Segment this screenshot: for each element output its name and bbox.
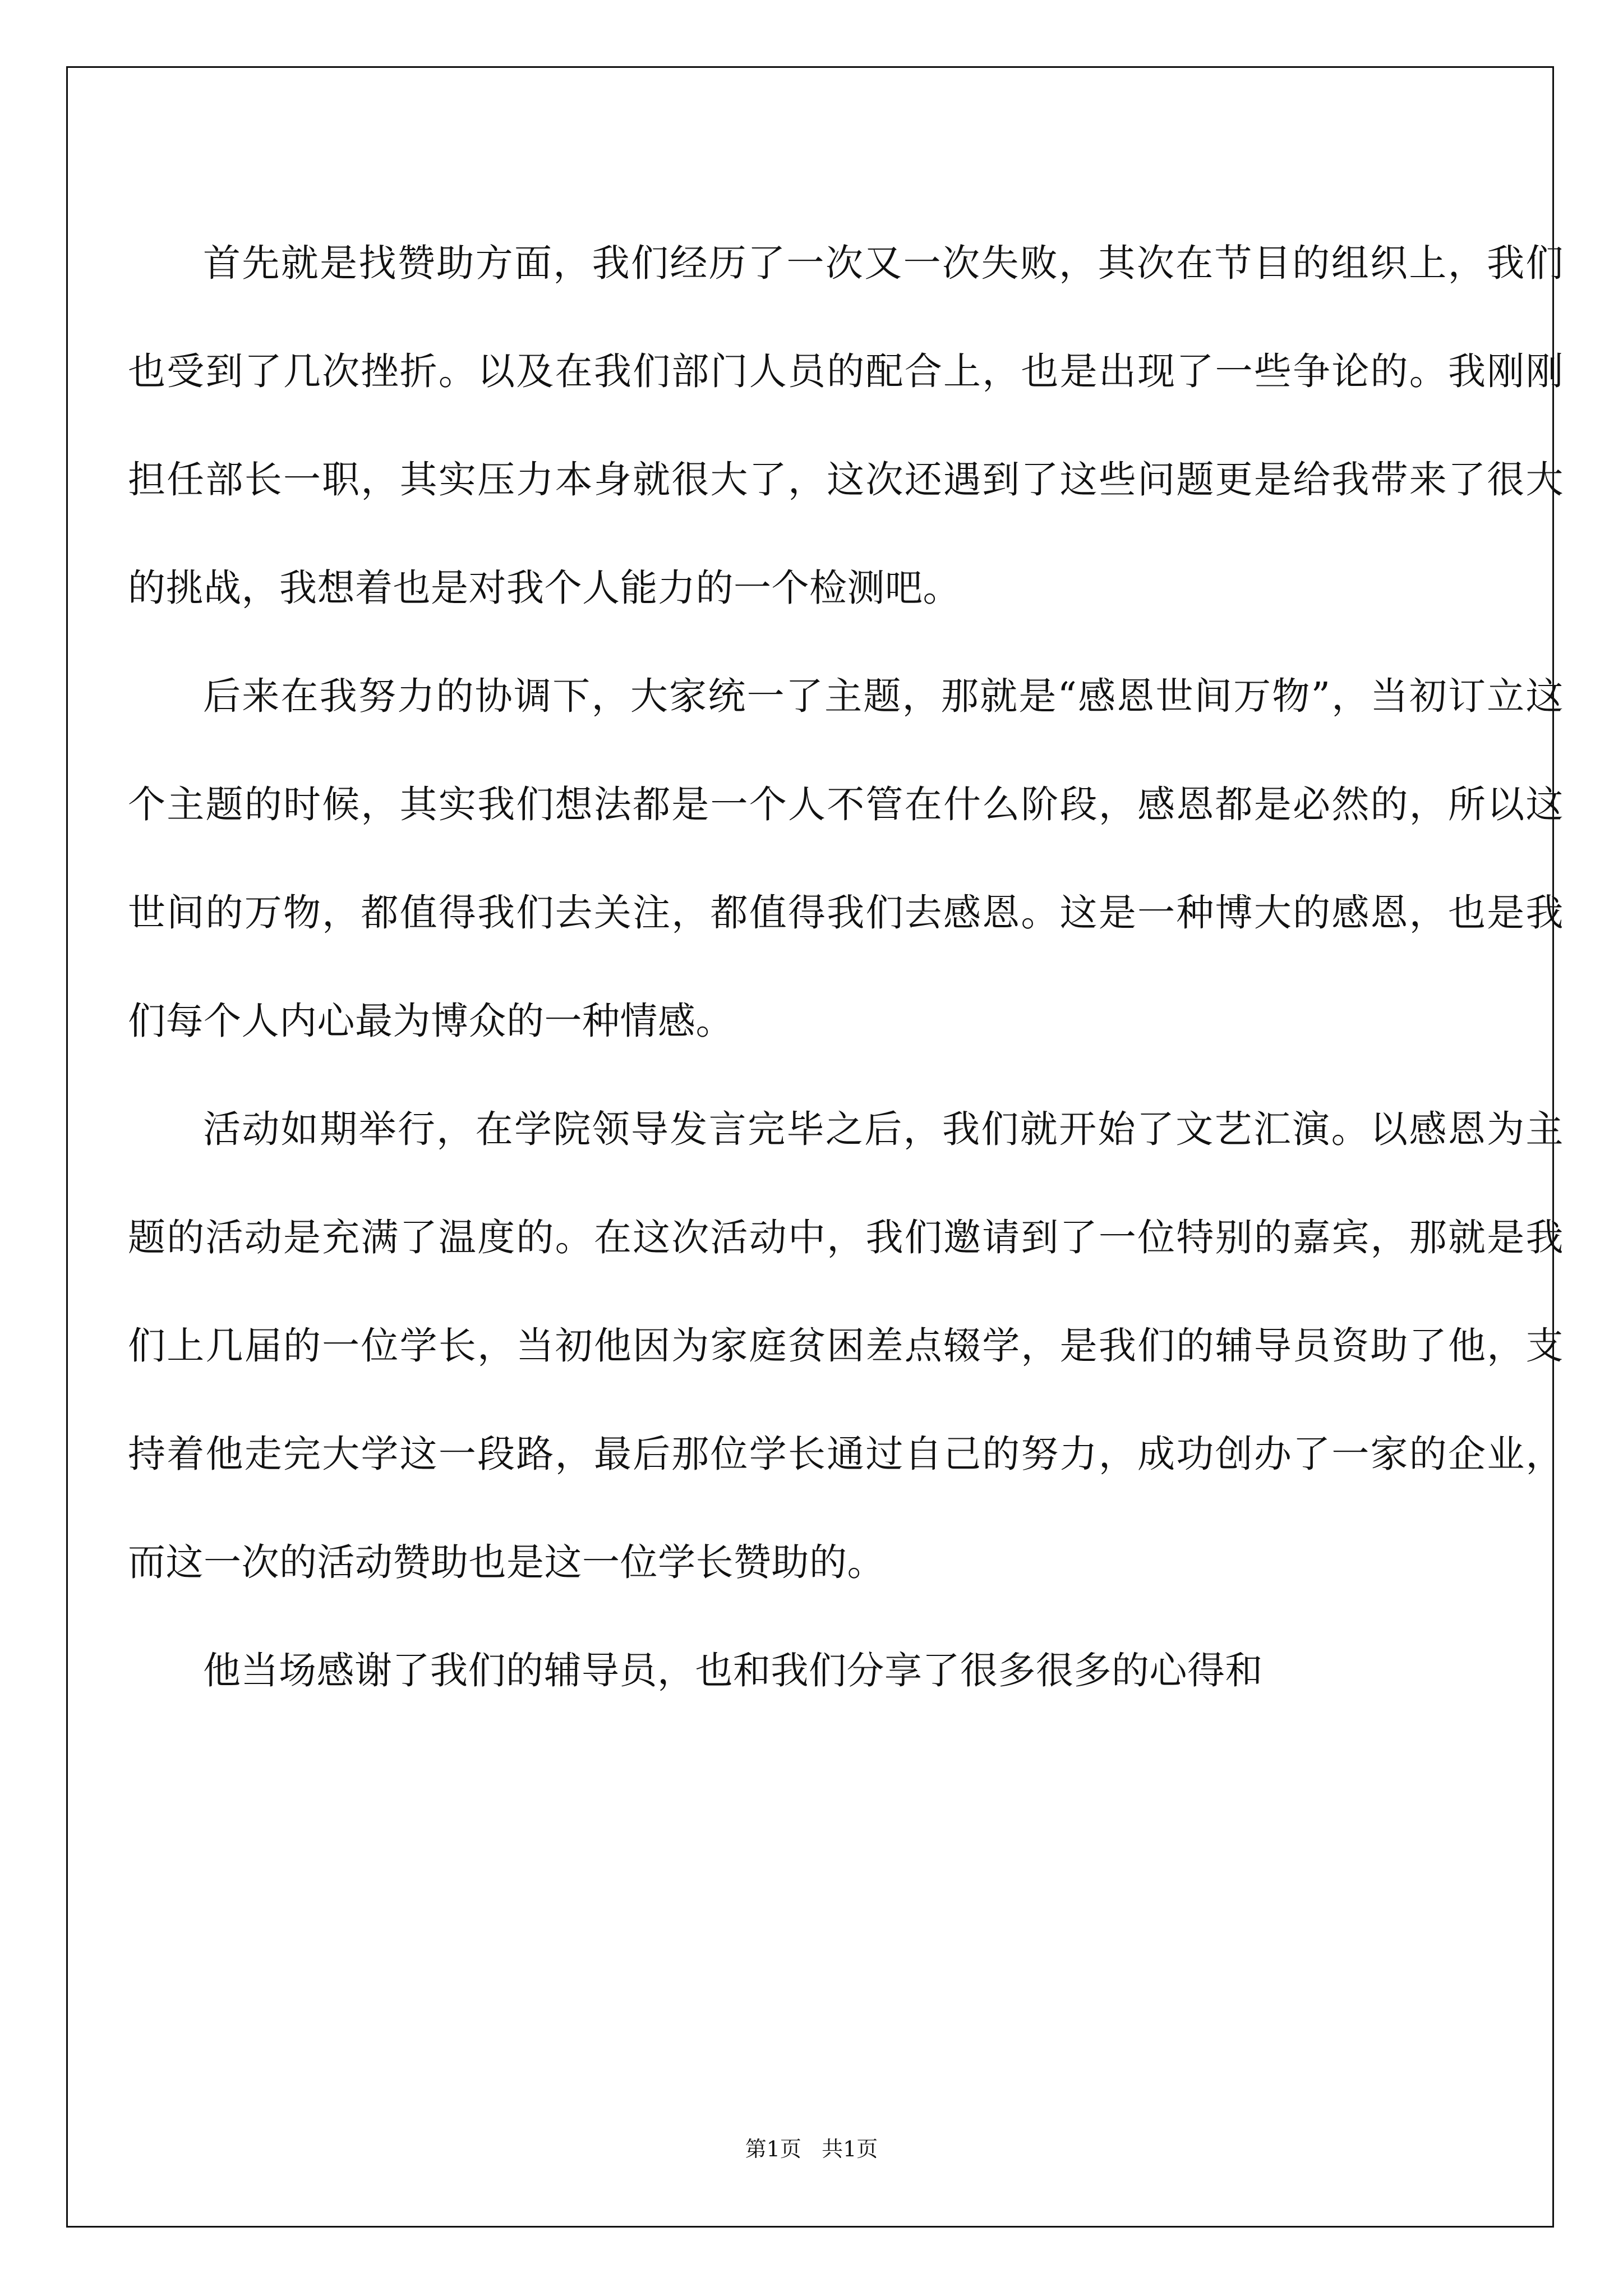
page-number-footer: 第1页 共1页: [745, 2137, 878, 2161]
document-body: [128, 209, 1564, 1725]
paragraph-4: 他当场感谢了我们的辅导员，也和我们分享了很多很多的心得和: [203, 1649, 1263, 1692]
paragraph-2: 后来在我努力的协调下，大家统一了主题，那就是“感恩世间万物”，当初订立这个主题的时候，其实我们想法都是一个人不管在什么阶段，感恩都是必然的，所以这世间的万物，都值得我们去关注，都值得我们去感恩。这是一种博大的感恩，也是我们每个人内心最为博众的一种情感。: [128, 674, 1564, 1043]
paragraph-3: 活动如期举行，在学院领导发言完毕之后，我们就开始了文艺汇演。以感恩为主题的活动是充满了温度的。在这次活动中，我们邀请到了一位特别的嘉宾，那就是我们上几届的一位学长，当初他因为家庭贫困差点辍学，是我们的辅导员资助了他，支持着他走完大学这一段路，最后那位学长通过自己的努力，成功创办了一家的企业，而这一次的活动赞助也是这一位学长赞助的。: [128, 1107, 1564, 1584]
paragraph-1: 首先就是找赞助方面，我们经历了一次又一次失败，其次在节目的组织上，我们也受到了几次挫折。以及在我们部门人员的配合上，也是出现了一些争论的。我刚刚担任部长一职，其实压力本身就很大了，这次还遇到了这些问题更是给我带来了很大的挑战，我想着也是对我个人能力的一个检测吧。: [128, 241, 1564, 610]
